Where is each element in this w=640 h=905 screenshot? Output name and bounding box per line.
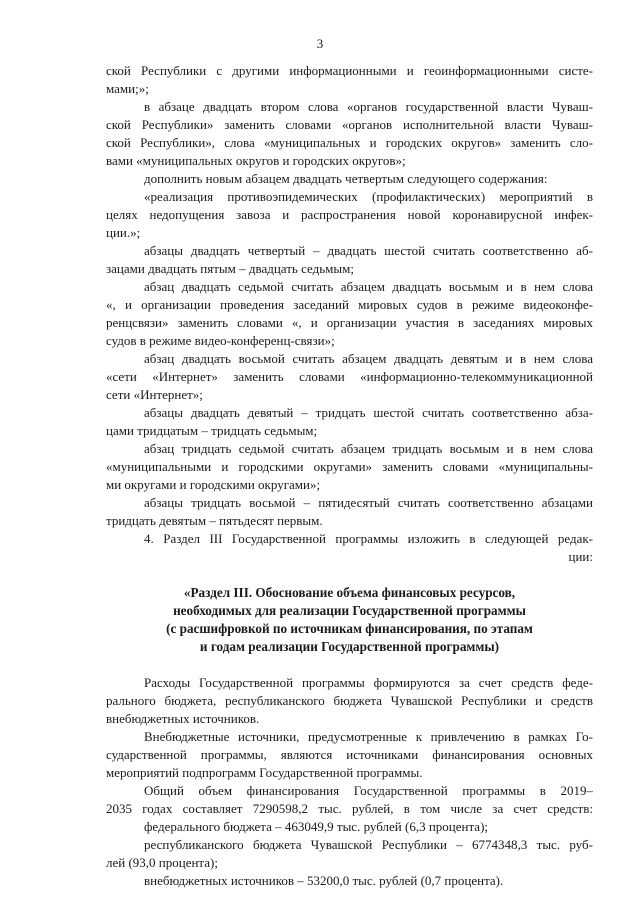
text-line: абзац тридцать седьмой считать абзацем тридцать восьмым и в нем слова (144, 441, 593, 456)
text-line: «сети «Интернет» заменить словами «информационно-телекоммуникационной (106, 369, 593, 384)
text-line: федерального бюджета – 463049,9 тыс. рублей (6,3 процента); (144, 819, 489, 834)
text-line: республиканского бюджета Чувашской Республики – 6774348,3 тыс. руб- (144, 837, 593, 852)
text-line: мами;»; (106, 81, 149, 96)
text-line: тридцать девятым – пятьдесят первым. (106, 513, 323, 528)
text-line: сети «Интернет»; (106, 387, 203, 402)
text-line: абзац двадцать седьмой считать абзацем двадцать восьмым и в нем слова (144, 279, 593, 294)
text-line: в абзаце двадцать втором слова «органов государственной власти Чуваш- (144, 99, 593, 114)
text-line: внебюджетных источников. (106, 711, 260, 726)
text-line: абзацы тридцать восьмой – пятидесятый считать соответственно абзацами (144, 495, 593, 510)
text-line: ми округами и городскими округами»; (106, 477, 321, 492)
text-line: «муниципальными и городскими округами» заменить словами «муниципальны- (106, 459, 593, 474)
text-line: сударственной программы, являются источниками финансирования основных (106, 747, 593, 762)
text-line: судов в режиме видео-конференц-связи»; (106, 333, 335, 348)
text-line: ренцсвязи» заменить словами «, и организации участия в заседаниях мировых (106, 315, 593, 330)
text-line: абзац двадцать восьмой считать абзацем двадцать девятым и в нем слова (144, 351, 593, 366)
text-line: ской Республики», слова «муниципальных и городских округов» заменить сло- (106, 135, 593, 150)
text-line: 4. Раздел III Государственной программы изложить в следующей редак- (144, 531, 593, 546)
page-number: 3 (316, 36, 324, 51)
text-line: Внебюджетные источники, предусмотренные к привлечению в рамках Го- (144, 729, 593, 744)
text-line: абзацы двадцать девятый – тридцать шестой считать соответственно абза- (144, 405, 593, 420)
text-line: Расходы Государственной программы формируются за счет средств феде- (144, 675, 593, 690)
text-line: вами «муниципальных округов и городских округов»; (106, 153, 406, 168)
text-line: «, и организации проведения заседаний мировых судов в режиме видеоконфе- (106, 297, 593, 312)
section-heading-line: (с расшифровкой по источникам финансирования, по этапам (166, 621, 533, 636)
text-line: Общий объем финансирования Государственной программы в 2019– (144, 783, 593, 798)
text-line: лей (93,0 процента); (106, 855, 218, 870)
text-line: «реализация противоэпидемических (профилактических) мероприятий в (144, 189, 593, 204)
section-heading-line: необходимых для реализации Государственной программы (173, 603, 526, 618)
text-line: ской Республики» заменить словами «органов исполнительной власти Чуваш- (106, 117, 593, 132)
text-line: целях недопущения завоза и распространения новой коронавирусной инфек- (106, 207, 593, 222)
text-line: мероприятий подпрограмм Государственной программы. (106, 765, 423, 780)
text-line: ции.»; (106, 225, 141, 240)
text-line: внебюджетных источников – 53200,0 тыс. рублей (0,7 процента). (144, 873, 504, 888)
text-line: ции: (568, 549, 593, 564)
section-heading-line: «Раздел III. Обоснование объема финансовых ресурсов, (183, 585, 516, 600)
text-line: 2035 годах составляет 7290598,2 тыс. рублей, в том числе за счет средств: (106, 801, 593, 816)
text-line: ской Республики с другими информационными и геоинформационными систе- (106, 63, 593, 78)
section-heading-line: и годам реализации Государственной программы) (199, 639, 500, 654)
text-line: абзацы двадцать четвертый – двадцать шестой считать соответственно аб- (144, 243, 593, 258)
text-line: зацами двадцать пятым – двадцать седьмым; (106, 261, 354, 276)
text-line: дополнить новым абзацем двадцать четвертым следующего содержания: (144, 171, 548, 186)
text-line: цами тридцатым – тридцать седьмым; (106, 423, 318, 438)
text-line: рального бюджета, республиканского бюджета Чувашской Республики и средств (106, 693, 593, 708)
